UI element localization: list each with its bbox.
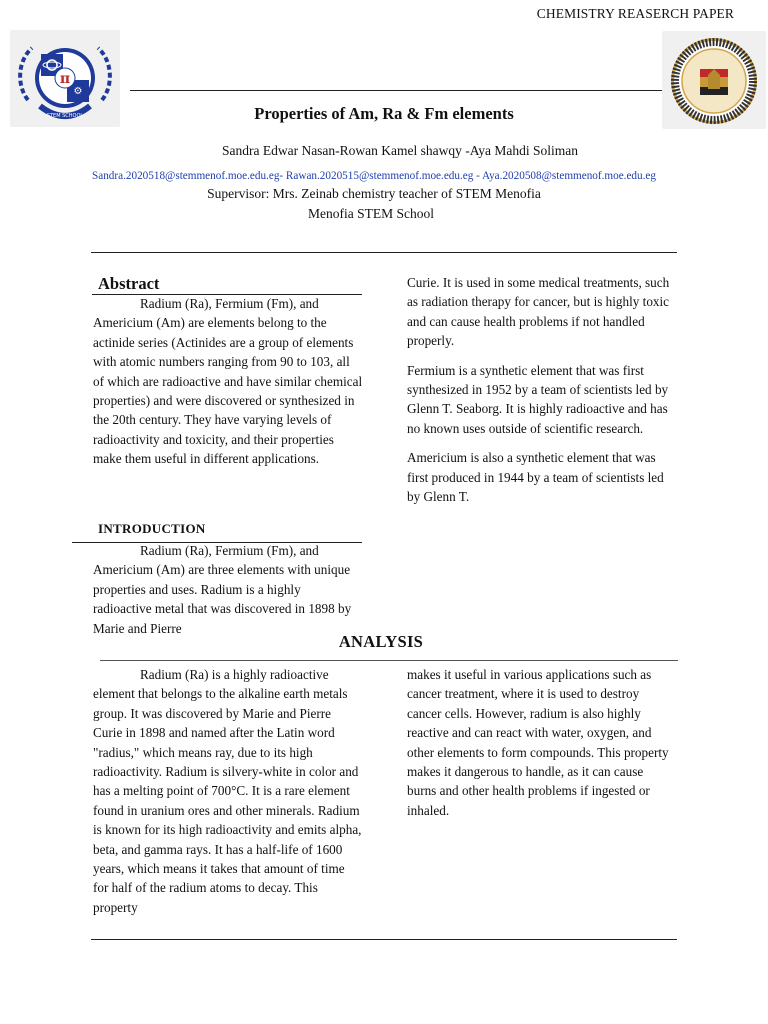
paper-header-label: CHEMISTRY REASERCH PAPER <box>536 6 734 21</box>
introduction-heading: INTRODUCTION <box>98 521 206 536</box>
svg-text:STEM SCHOOL: STEM SCHOOL <box>46 113 84 119</box>
analysis-rule <box>100 660 678 661</box>
analysis-heading: ANALYSIS <box>338 632 424 651</box>
header-rule <box>130 90 662 91</box>
svg-text:π: π <box>59 71 71 87</box>
right-paragraph-3: Americium is also a synthetic element that was first produced in 1944 by a team of scientists led by Glenn T. <box>407 450 664 505</box>
title-block-rule <box>91 252 677 253</box>
analysis-left-paragraph: Radium (Ra) is a highly radioactive element that belongs to the alkaline earth metals group. It was discovered by Marie and Pierre Curie in 1898 and named after the Latin word "radius," which means ray, due to its high radioactivity. Radium is silvery-white in color and has a melting point of 700°C. It is a rare element found in uranium ores and other minerals. Radium is known for its high radioactivity and emits alpha, beta, and gamma rays. It has a half-life of 1600 years, which means it takes that amount of time for half of the radium atoms to decay. This property <box>93 667 362 915</box>
abstract-paragraph: Radium (Ra), Fermium (Fm), and Americium (Am) are elements belong to the actinide series (Actinides are a group of elements with atomic numbers ranging from 90 to 103, all of which are radioactive and have similar chemical properties) and were discovered or synthesized in the 20th century. They have varying levels of radioactivity and toxicity, and their properties make them useful in different applications. <box>93 296 363 467</box>
paper-authors: Sandra Edwar Nasan-Rowan Kamel shawqy -Aya Mahdi Soliman <box>221 143 579 158</box>
abstract-heading: Abstract <box>98 274 160 293</box>
paper-emails[interactable]: Sandra.2020518@stemmenof.moe.edu.eg- Rawan.2020515@stemmenof.moe.edu.eg - Aya.2020508@stemmenof.moe.edu.eg <box>92 170 656 182</box>
introduction-body <box>93 541 361 638</box>
paper-supervisor: Supervisor: Mrs. Zeinab chemistry teacher of STEM Menofia <box>207 186 541 201</box>
analysis-right-column <box>407 665 675 820</box>
paper-school: Menofia STEM School <box>308 206 434 221</box>
abstract-body <box>93 294 363 469</box>
analysis-left-column <box>93 665 363 917</box>
paper-title: Properties of Am, Ra & Fm elements <box>254 104 514 123</box>
footer-rule <box>91 939 677 940</box>
right-column-top <box>407 273 675 506</box>
analysis-right-paragraph: makes it useful in various applications such as cancer treatment, where it is used to destroy cancer cells. However, radium is also highly reactive and can react with water, oxygen, and other elements to form compounds. This property makes it dangerous to handle, as it can cause burns and other health problems if ingested or inhaled. <box>407 667 669 818</box>
introduction-paragraph: Radium (Ra), Fermium (Fm), and Americium (Am) are three elements with unique properties and uses. Radium is a highly radioactive metal that was discovered in 1898 by Marie and Pierre <box>93 543 352 636</box>
right-paragraph-2: Fermium is a synthetic element that was first synthesized in 1952 by a team of scientists led by Glenn T. Seaborg. It is highly radioactive and has no known uses outside of scientific research. <box>407 362 669 436</box>
svg-text:⚙: ⚙ <box>73 86 83 97</box>
right-paragraph-1: Curie. It is used in some medical treatments, such as radiation therapy for cancer, but is highly toxic and can cause health problems if not handled properly. <box>407 275 670 349</box>
